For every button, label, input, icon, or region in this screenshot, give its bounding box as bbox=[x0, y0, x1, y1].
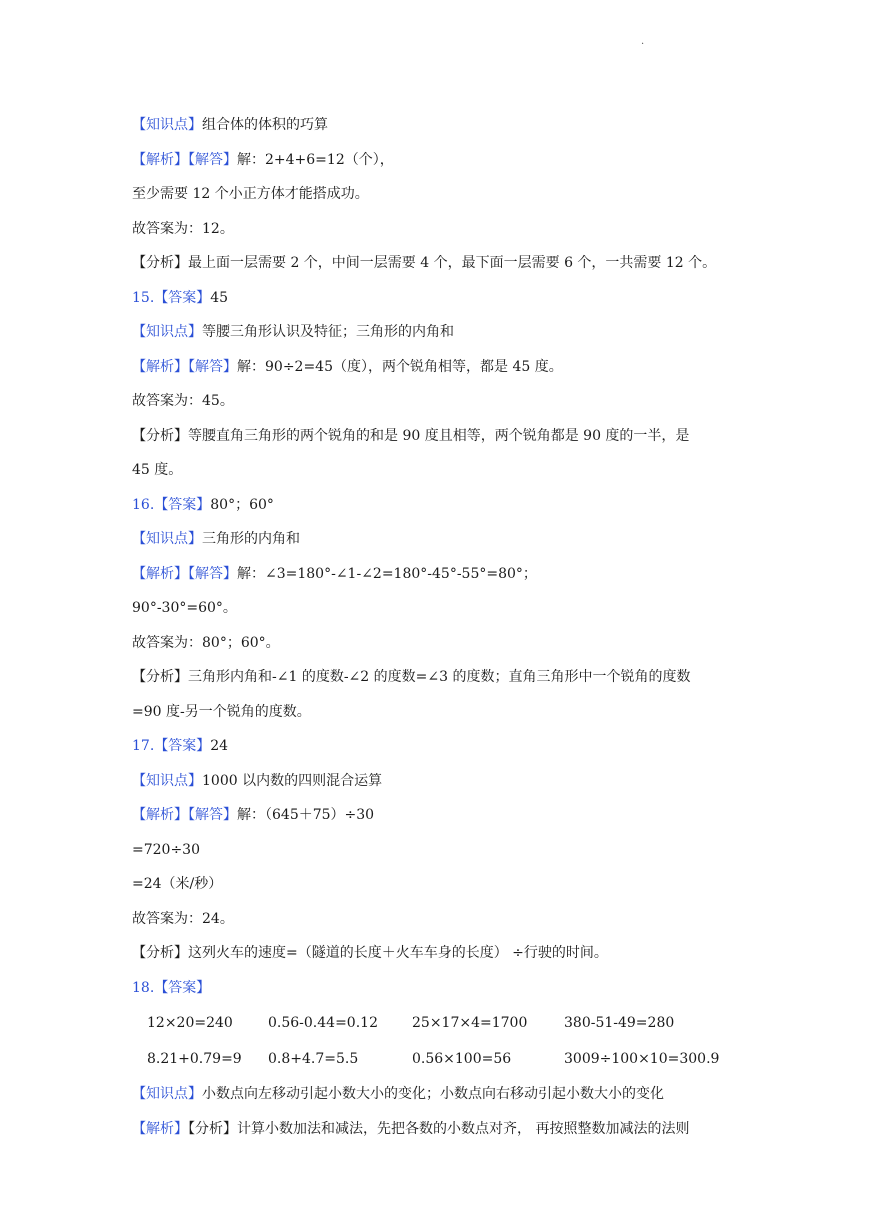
text-line bbox=[132, 557, 752, 592]
section-tag: 【解析】【解答】 bbox=[132, 151, 237, 168]
text-line bbox=[132, 833, 752, 868]
calc-cell: 380-51-49=280 bbox=[564, 1015, 675, 1031]
text-line bbox=[132, 453, 752, 488]
section-tag: 【知识点】 bbox=[132, 324, 202, 340]
line-text: 【分析】计算小数加法和减法，先把各数的小数点对齐， 再按照整数加减法的法则 bbox=[188, 1120, 690, 1137]
line-text: 解：90÷2=45（度），两个锐角相等，都是 45 度。 bbox=[237, 358, 563, 375]
section-tag: 【知识点】 bbox=[132, 117, 202, 133]
line-text: 24 bbox=[210, 738, 229, 754]
text-line bbox=[132, 764, 752, 799]
text-line bbox=[132, 315, 752, 350]
question-18-label bbox=[132, 971, 752, 1006]
text-line bbox=[132, 143, 752, 178]
text-line bbox=[132, 281, 752, 316]
line-text: =90 度-另一个锐角的度数。 bbox=[132, 703, 311, 720]
text-line bbox=[132, 729, 752, 764]
section-tag: 16.【答案】 bbox=[132, 496, 211, 513]
line-text: 等腰三角形认识及特征；三角形的内角和 bbox=[202, 324, 454, 340]
calc-row bbox=[132, 1041, 752, 1077]
calc-cell: 0.8+4.7=5.5 bbox=[268, 1051, 359, 1067]
calc-cell: 0.56×100=56 bbox=[412, 1051, 512, 1067]
text-line bbox=[132, 626, 752, 661]
explanation-lines bbox=[132, 1077, 752, 1146]
line-text: 【分析】三角形内角和-∠1 的度数-∠2 的度数=∠3 的度数；直角三角形中一个锐角的度数 bbox=[132, 669, 691, 685]
section-tag: 【知识点】 bbox=[132, 531, 202, 547]
header-mark: . bbox=[641, 36, 645, 47]
line-text: 45 bbox=[210, 289, 229, 306]
section-tag: 【解析】 bbox=[132, 1120, 188, 1137]
section-tag: 【知识点】 bbox=[132, 1086, 202, 1102]
answer-tag: 18.【答案】 bbox=[132, 979, 211, 996]
line-text: 解：（645＋75）÷30 bbox=[237, 807, 375, 823]
calc-cell: 12×20=240 bbox=[147, 1015, 233, 1031]
text-line bbox=[132, 212, 752, 247]
text-line bbox=[132, 350, 752, 385]
calc-cell: 25×17×4=1700 bbox=[412, 1015, 528, 1031]
line-text: 80°；60° bbox=[210, 496, 274, 513]
calc-row bbox=[132, 1005, 752, 1041]
answer-document bbox=[132, 108, 752, 1146]
text-line bbox=[132, 798, 752, 833]
text-line bbox=[132, 902, 752, 937]
line-text: 组合体的体积的巧算 bbox=[202, 117, 328, 133]
line-text: =720÷30 bbox=[132, 841, 200, 858]
calculation-table bbox=[132, 1005, 752, 1077]
line-text: 故答案为：80°；60°。 bbox=[132, 634, 280, 651]
section-tag: 【解析】【解答】 bbox=[132, 807, 237, 823]
section-tag: 【解析】【解答】 bbox=[132, 358, 237, 375]
text-line bbox=[132, 488, 752, 523]
text-line bbox=[132, 1112, 752, 1147]
text-line bbox=[132, 384, 752, 419]
line-text: 【分析】最上面一层需要 2 个，中间一层需要 4 个，最下面一层需要 6 个，一共需要 12 个。 bbox=[132, 255, 717, 271]
answer-lines bbox=[132, 108, 752, 971]
line-text: 90°-30°=60°。 bbox=[132, 600, 237, 616]
text-line bbox=[132, 1077, 752, 1112]
line-text: 故答案为：45。 bbox=[132, 393, 234, 409]
line-text: 解：2+4+6=12（个）， bbox=[237, 151, 394, 168]
text-line bbox=[132, 419, 752, 454]
calc-cell: 3009÷100×10=300.9 bbox=[564, 1051, 720, 1067]
line-text: 小数点向左移动引起小数大小的变化；小数点向右移动引起小数大小的变化 bbox=[202, 1086, 664, 1102]
text-line bbox=[132, 177, 752, 212]
line-text: 故答案为：24。 bbox=[132, 910, 234, 927]
section-tag: 【知识点】 bbox=[132, 772, 202, 789]
text-line bbox=[132, 867, 752, 902]
section-tag: 15.【答案】 bbox=[132, 289, 211, 306]
text-line bbox=[132, 108, 752, 143]
line-text: 解：∠3=180°-∠1-∠2=180°-45°-55°=80°； bbox=[237, 565, 537, 582]
text-line bbox=[132, 936, 752, 971]
line-text: 至少需要 12 个小正方体才能搭成功。 bbox=[132, 186, 369, 202]
line-text: 故答案为：12。 bbox=[132, 220, 234, 237]
line-text: 【分析】这列火车的速度=（隧道的长度＋火车车身的长度） ÷行驶的时间。 bbox=[132, 945, 608, 961]
line-text: 【分析】等腰直角三角形的两个锐角的和是 90 度且相等，两个锐角都是 90 度的一半，是 bbox=[132, 427, 690, 444]
line-text: =24（米/秒） bbox=[132, 876, 223, 892]
section-tag: 【解析】【解答】 bbox=[132, 565, 237, 582]
text-line bbox=[132, 246, 752, 281]
text-line bbox=[132, 522, 752, 557]
line-text: 1000 以内数的四则混合运算 bbox=[202, 772, 383, 789]
line-text: 三角形的内角和 bbox=[202, 531, 300, 547]
calc-cell: 8.21+0.79=9 bbox=[147, 1051, 242, 1067]
line-text: 45 度。 bbox=[132, 462, 183, 478]
text-line bbox=[132, 695, 752, 730]
calc-cell: 0.56-0.44=0.12 bbox=[268, 1015, 378, 1031]
text-line bbox=[132, 591, 752, 626]
section-tag: 17.【答案】 bbox=[132, 738, 211, 754]
text-line bbox=[132, 660, 752, 695]
